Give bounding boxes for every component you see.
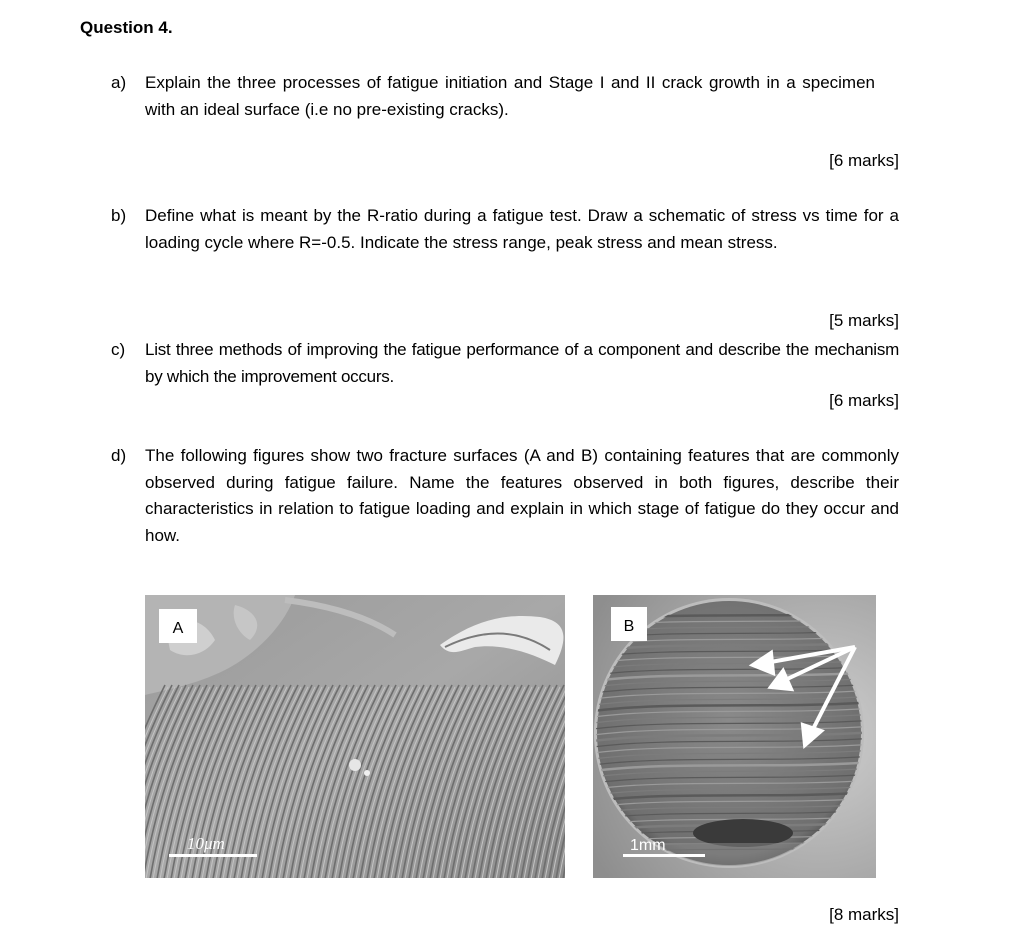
figure-b-scale-label: 1mm	[630, 837, 666, 854]
part-c-label: c)	[111, 340, 126, 359]
part-d-label: d)	[111, 446, 127, 465]
figure-b-label: B	[623, 618, 635, 635]
part-c-text: List three methods of improving the fatigue performance of a component and describe the mechanism by which the improvement occurs.	[145, 340, 899, 386]
part-b-label: b)	[111, 206, 127, 225]
part-a-label: a)	[111, 73, 127, 92]
figure-a-label: A	[172, 620, 184, 637]
part-d-marks: [8 marks]	[829, 905, 899, 924]
part-b-marks: [5 marks]	[829, 311, 899, 330]
part-a-marks: [6 marks]	[829, 151, 899, 170]
part-d-text: The following figures show two fracture surfaces (A and B) containing features that are commonly observed during fatigue failure. Name the features observed in both figures, describe their characteristics in relation to fatigue loading and explain in which stage of fatigue do they occur and how.	[145, 446, 899, 545]
figure-a-scale-bar	[169, 854, 257, 857]
figure-b-scale-bar	[623, 854, 705, 857]
figure-a-scale-label: 10μm	[187, 834, 225, 853]
part-b-text: Define what is meant by the R-ratio during a fatigue test. Draw a schematic of stress vs time for a loading cycle where R=-0.5. Indicate the stress range, peak stress and mean stress.	[145, 206, 899, 252]
figure-b-beach-marks	[593, 595, 876, 878]
part-a-text: Explain the three processes of fatigue initiation and Stage I and II crack growth in a specimen with an ideal surface (i.e no pre-existing cracks).	[145, 73, 875, 119]
question-title: Question 4.	[80, 18, 173, 37]
part-c-marks: [6 marks]	[829, 391, 899, 410]
figure-a-striations	[145, 595, 565, 878]
